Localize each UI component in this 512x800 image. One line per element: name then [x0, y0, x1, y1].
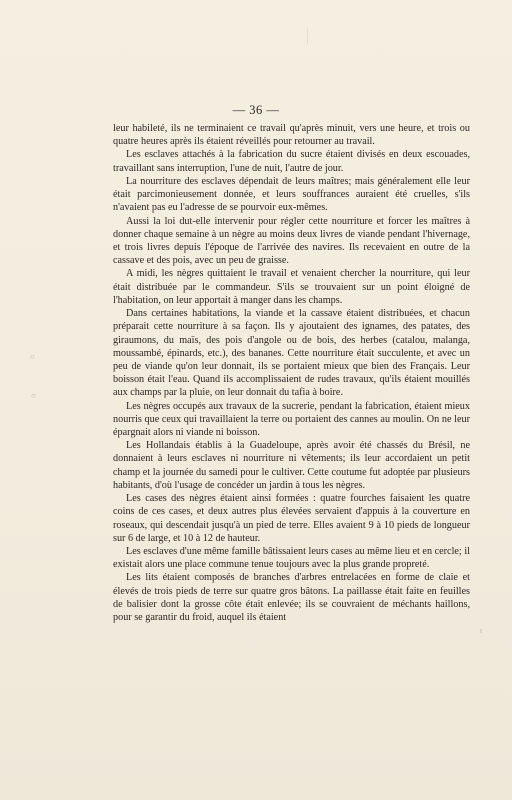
margin-dot: ι: [480, 626, 483, 635]
paragraph: Aussi la loi dut-elle intervenir pour régler cette nourriture et forcer les maîtres à donner chaque semaine à un nègre au moins deux livres de viande pendant l'hivernage, et trois livres depuis l'époque de l'arrivée des navires. Ils recevaient en outre de la cassave et des pois, avec un peu de graisse.: [113, 215, 470, 267]
body-text: [113, 122, 470, 624]
paragraph: La nourriture des esclaves dépendait de leurs maîtres; mais généralement elle leur était parcimonieusement donnée, et leurs souffrances auraient été cruelles, s'ils n'avaient pas eu l'adresse de se pourvoir eux-mêmes.: [113, 175, 470, 214]
paragraph: Les Hollandais établis à la Guadeloupe, après avoir été chassés du Brésil, ne donnaient à leurs esclaves ni nourriture ni vêtements; ils leur accordaient un petit champ et la journée du samedi pour le cultiver. Cette coutume fut adoptée par plusieurs habitants, d'où l'usage de concéder un jardin à tous les nègres.: [113, 440, 470, 491]
paragraph: A midi, les nègres quittaient le travail et venaient chercher la nourriture, qui leur était distribuée par le commandeur. S'ils se trouvaient sur un point éloigné de l'habitation, on leur apportait à manger dans les champs.: [113, 268, 470, 306]
paragraph: Les lits étaient composés de branches d'arbres entrelacées en forme de claie et élevés de trois pieds de terre sur quatre gros bâtons. La paillasse était faite en feuilles de balisier dont la grosse côte était enlevée; ils se couvraient de méchants haillons, pour se garantir du froid, auquel ils étaient: [113, 572, 470, 624]
paragraph: Les esclaves attachés à la fabrication du sucre étaient divisés en deux escouades, travaillant sans interruption, l'une de nuit, l'autre de jour.: [113, 149, 470, 174]
paper-crease: [307, 28, 311, 44]
paragraph: leur habileté, ils ne terminaient ce travail qu'après minuit, vers une heure, et trois ou quatre heures après ils étaient réveillés pour retourner au travail.: [113, 123, 470, 148]
margin-dot: ○: [30, 352, 35, 361]
paragraph: Dans certaines habitations, la viande et la cassave étaient distribuées, et chacun préparait cette nourriture à sa façon. Ils y ajoutaient des ignames, des patates, des giraumons, du maïs, des pois d'angole ou de bois, des herbes (catalou, malanga, moussambé, épinards, etc.), des bananes. Cette nourriture était succulente, et avec un peu de viande qu'on leur donnait, ils se portaient mieux que bien des Français. Leur boisson était l'eau. Quand ils accomplissaient de rudes travaux, qu'ils étaient mouillés aux champs par la pluie, on leur donnait du tafia à boire.: [113, 308, 470, 399]
paragraph: Les cases des nègres étaient ainsi formées : quatre fourches faisaient les quatre coins de ces cases, et deux autres plus élevées servaient d'appuis à la couverture en roseaux, qui descendait jusqu'à un pied de terre. Elles avaient 9 à 10 pieds de longueur sur 6 de large, et 10 à 12 de hauteur.: [113, 493, 470, 544]
paragraph: Les nègres occupés aux travaux de la sucrerie, pendant la fabrication, étaient mieux nourris que ceux qui travaillaient la terre ou portaient des cannes au moulin. On ne leur épargnait alors ni viande ni boisson.: [113, 400, 470, 439]
page-number: — 36 —: [232, 103, 280, 117]
paragraph: Les esclaves d'une même famille bâtissaient leurs cases au même lieu et en cercle; il existait alors une place commune tenue toujours avec la plus grande propreté.: [113, 546, 470, 571]
margin-dot: ○: [31, 391, 36, 400]
